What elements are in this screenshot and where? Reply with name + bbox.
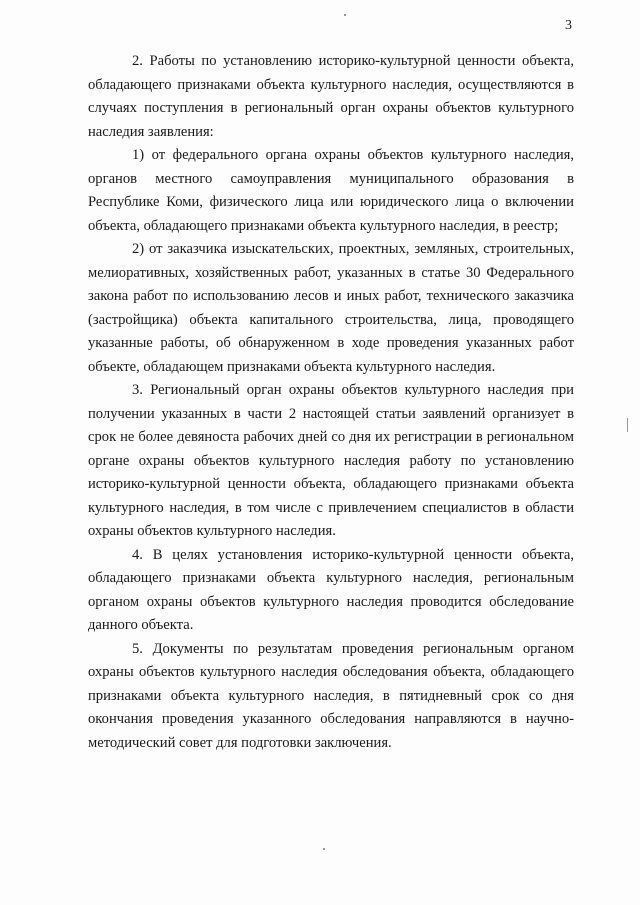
scan-speck <box>344 14 346 16</box>
paragraph-2: 2. Работы по установлению историко-культурной ценности объекта, обладающего признаками объекта культурного наследия, осуществляются в случаях поступления в региональный орган охраны объектов культурного наследия заявления: <box>88 53 574 140</box>
scan-margin-mark <box>627 418 628 432</box>
document-body <box>88 50 574 755</box>
paragraph-3: 3. Региональный орган охраны объектов культурного наследия при получении указанных в части 2 настоящей статьи заявлений организует в срок не более девяноста рабочих дней со дня их регистрации в региональном органе охраны объектов культурного наследия работу по установлению историко-культурной ценности объекта, обладающего признаками объекта культурного наследия, в том числе с привлечением специалистов в области охраны объектов культурного наследия. <box>88 382 574 539</box>
paragraph-2-item-2: 2) от заказчика изыскательских, проектных, земляных, строительных, мелиоративных, хозяйственных работ, указанных в статье 30 Федерального закона работ по использованию лесов и иных работ, технического заказчика (застройщика) объекта капитального строительства, лица, проводящего указанные работы, об обнаруженном в ходе проведения указанных работ объекте, обладающем признаками объекта культурного наследия. <box>88 241 574 375</box>
paragraph-5: 5. Документы по результатам проведения региональным органом охраны объектов культурного наследия обследования объекта, обладающего признаками объекта культурного наследия, в пятидневный срок со дня окончания проведения указанного обследования направляются в научно-методический совет для подготовки заключения. <box>88 640 574 751</box>
scan-speck <box>323 848 325 850</box>
page-number: 3 <box>565 18 572 33</box>
paragraph-2-item-1: 1) от федерального органа охраны объектов культурного наследия, органов местного самоуправления муниципального образования в Республике Коми, физического лица или юридического лица о включении объекта, обладающего признаками объекта культурного наследия, в реестр; <box>88 147 574 234</box>
paragraph-4: 4. В целях установления историко-культурной ценности объекта, обладающего признаками объекта культурного наследия, региональным органом охраны объектов культурного наследия проводится обследование данного объекта. <box>88 546 574 633</box>
